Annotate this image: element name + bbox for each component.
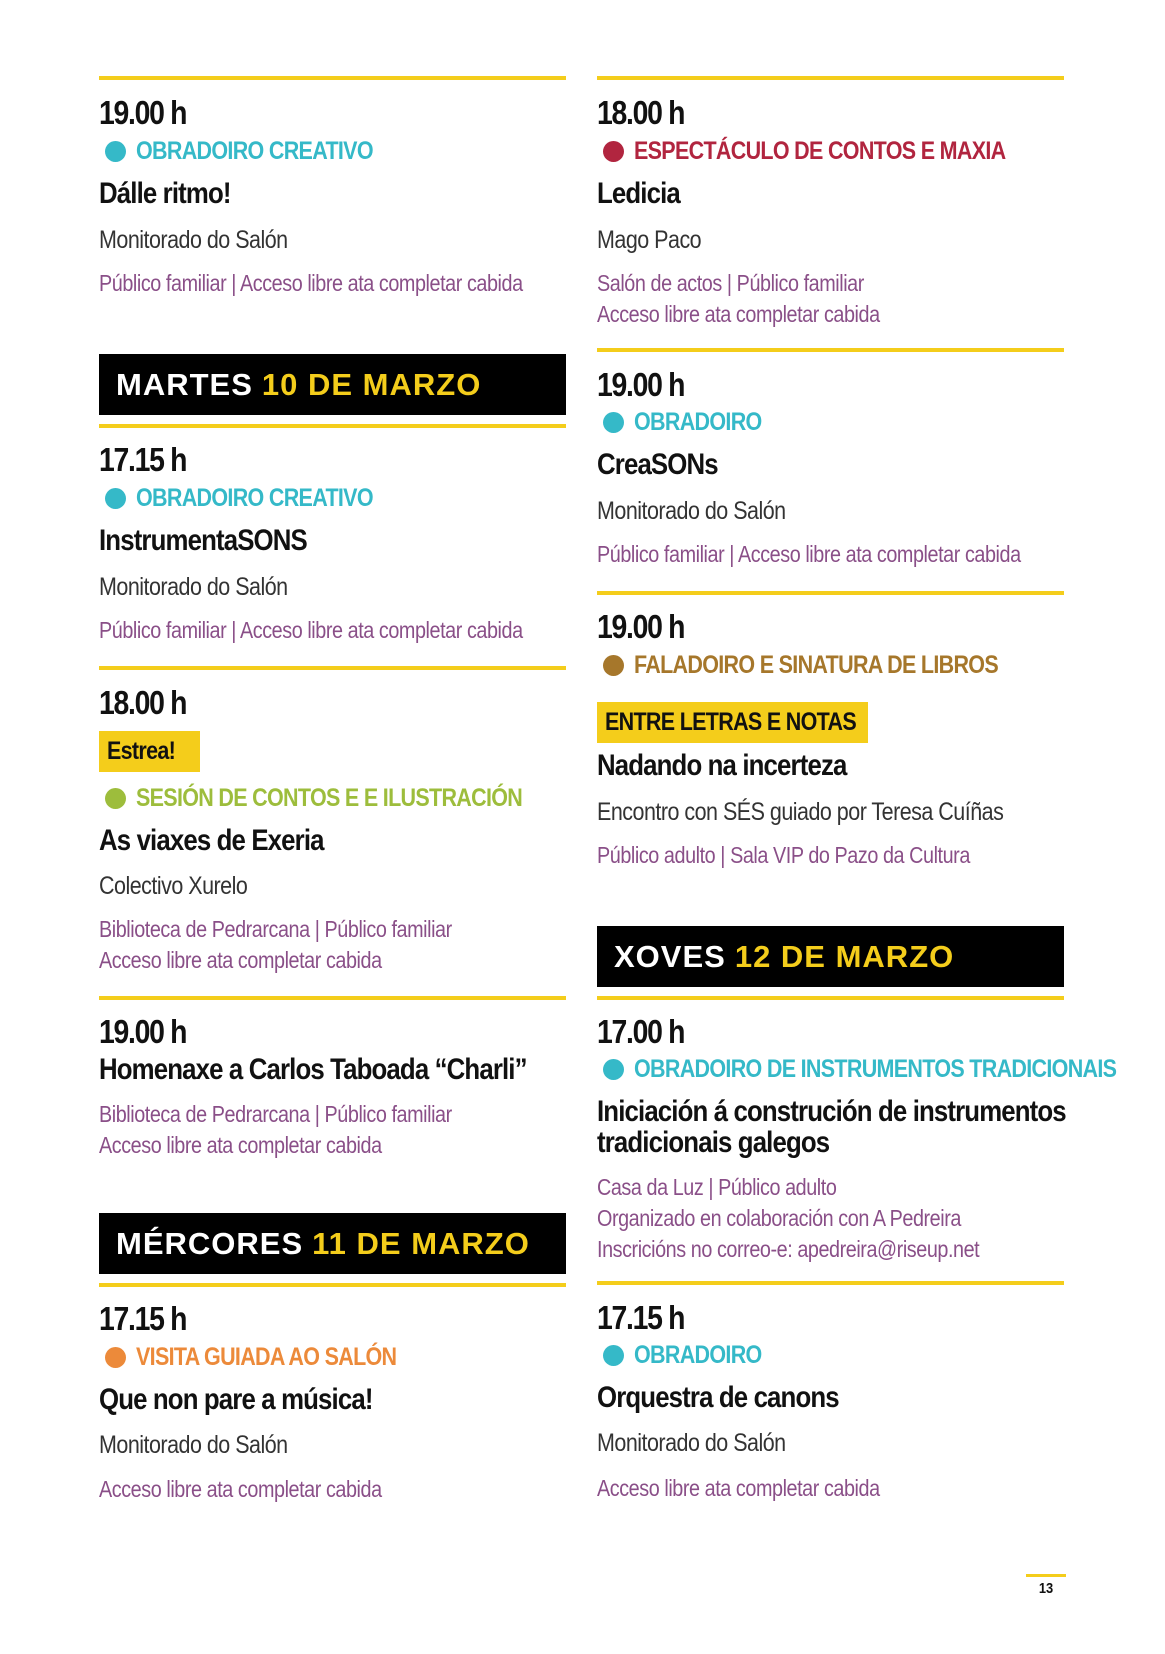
day-date: 12 DE MARZO [734,938,955,974]
section-rule [597,996,1064,1000]
category-label: FALADOIRO E SINATURA DE LIBROS [634,651,998,679]
event-time: 19.00 h [597,366,685,403]
event-time: 17.15 h [99,441,187,478]
event-title: Ledicia [597,177,680,210]
event-subtitle: Monitorado do Salón [597,497,786,525]
section-rule [99,666,566,670]
category-label: SESIÓN DE CONTOS E E ILUSTRACIÓN [136,784,523,812]
category-label: ESPECTÁCULO DE CONTOS E MAXIA [634,137,1006,165]
event-title: Homenaxe a Carlos Taboada “Charli” [99,1053,527,1086]
event-info [99,615,523,646]
section-rule [597,76,1064,80]
event-category [597,1343,782,1368]
category-dot-icon [603,1059,624,1080]
info-line: Acceso libre ata completar cabida [597,1475,880,1501]
event-title: Nadando na incerteza [597,749,847,782]
info-line: Acceso libre ata completar cabida [99,947,382,973]
info-line: Acceso libre ata completar cabida [597,301,880,327]
event-info [597,268,880,330]
section-rule [597,348,1064,352]
day-header-tuesday [99,354,566,415]
day-name: MARTES [116,366,253,402]
premiere-tag [99,731,200,772]
event-info [597,1473,880,1504]
category-label: OBRADOIRO CREATIVO [136,137,373,165]
page-number-label: 13 [1038,1580,1054,1597]
event-subtitle: Monitorado do Salón [99,573,288,601]
event-title: Orquestra de canons [597,1381,839,1414]
day-header-thursday [597,926,1064,987]
category-label: OBRADOIRO DE INSTRUMENTOS TRADICIONAIS [634,1055,1117,1083]
info-line: Inscricións no correo-e: apedreira@riseup.net [597,1236,980,1262]
day-header-wednesday [99,1213,566,1274]
event-subtitle: Colectivo Xurelo [99,872,248,900]
event-subtitle: Monitorado do Salón [99,226,288,254]
day-date: 10 DE MARZO [261,366,482,402]
day-name: MÉRCORES [116,1225,304,1261]
info-line: Público familiar | Acceso libre ata completar cabida [99,270,523,296]
tag-label: Estrea! [107,737,176,765]
event-time: 17.15 h [597,1299,685,1336]
event-time: 19.00 h [597,608,685,645]
info-line: Biblioteca de Pedrarcana | Público familiar [99,1101,452,1127]
category-dot-icon [105,488,126,509]
series-tag [597,702,868,743]
section-rule [597,591,1064,595]
event-category [597,410,782,435]
event-category [597,1057,1165,1082]
title-line: Iniciación á construción de instrumentos [597,1095,1066,1128]
event-category [597,139,1066,164]
info-line: Público familiar | Acceso libre ata completar cabida [99,617,523,643]
category-label: VISITA GUIADA AO SALÓN [136,1343,397,1371]
info-line: Biblioteca de Pedrarcana | Público familiar [99,916,452,942]
event-info [99,268,523,299]
info-line: Acceso libre ata completar cabida [99,1132,382,1158]
tag-label: ENTRE LETRAS E NOTAS [605,708,857,736]
event-info [597,539,1021,570]
category-dot-icon [105,788,126,809]
event-subtitle: Monitorado do Salón [597,1429,786,1457]
event-time: 19.00 h [99,1013,187,1050]
category-dot-icon [105,1347,126,1368]
event-info [597,840,970,871]
event-subtitle: Monitorado do Salón [99,1431,288,1459]
category-dot-icon [603,1345,624,1366]
info-line: Salón de actos | Público familiar [597,270,864,296]
event-title [597,1096,1066,1158]
info-line: Acceso libre ata completar cabida [99,1476,382,1502]
title-line: tradicionais galegos [597,1126,830,1159]
event-category [99,139,411,164]
event-title: As viaxes de Exeria [99,824,324,857]
category-label: OBRADOIRO CREATIVO [136,484,373,512]
category-label: OBRADOIRO [634,408,762,436]
event-title: CreaSONs [597,448,718,481]
day-name: XOVES [614,938,726,974]
event-info [99,1099,452,1161]
category-dot-icon [603,412,624,433]
event-subtitle: Mago Paco [597,226,702,254]
event-category [99,486,411,511]
event-title: Dálle ritmo! [99,177,231,210]
event-time: 18.00 h [99,684,187,721]
info-line: Organizado en colaboración con A Pedreira [597,1205,961,1231]
section-rule [99,76,566,80]
section-rule [99,424,566,428]
event-title: InstrumentaSONS [99,524,307,557]
category-label: OBRADOIRO [634,1341,762,1369]
category-dot-icon [105,141,126,162]
event-time: 19.00 h [99,94,187,131]
event-time: 17.00 h [597,1013,685,1050]
info-line: Público adulto | Sala VIP do Pazo da Cultura [597,842,970,868]
event-info [597,1172,979,1265]
event-time: 17.15 h [99,1300,187,1337]
event-category [99,1345,439,1370]
event-category [99,786,585,811]
category-dot-icon [603,655,624,676]
event-info [99,914,452,976]
event-category [597,653,1057,678]
section-rule [597,1281,1064,1285]
event-subtitle: Encontro con SÉS guiado por Teresa Cuíñas [597,798,1004,826]
event-time: 18.00 h [597,94,685,131]
section-rule [99,1283,566,1287]
info-line: Público familiar | Acceso libre ata completar cabida [597,541,1021,567]
info-line: Casa da Luz | Público adulto [597,1174,837,1200]
event-info [99,1474,382,1505]
category-dot-icon [603,141,624,162]
event-title: Que non pare a música! [99,1383,373,1416]
day-date: 11 DE MARZO [312,1225,530,1261]
page-number-rule [1026,1574,1066,1577]
page-number [1026,1574,1066,1597]
section-rule [99,996,566,1000]
